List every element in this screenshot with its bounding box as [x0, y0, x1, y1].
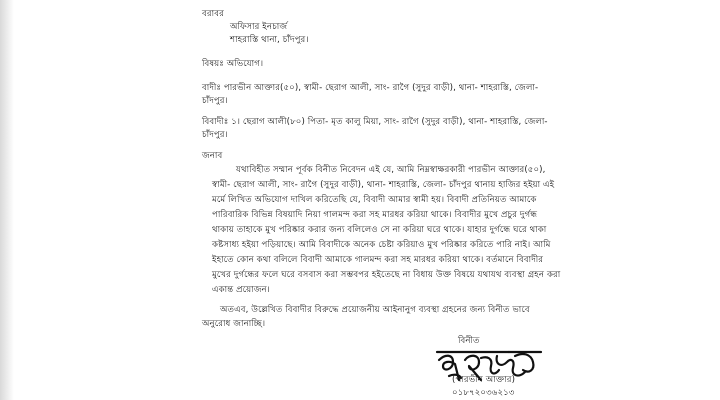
body-line: থাকায় তাহাকে মুখ পরিষ্কার করার জন্য বলিলেও সে না করিয়া ঘরে থাকে। যাহার দুর্গন্ধে ঘরে থাকা	[212, 225, 547, 235]
recipient-title: অফিসার ইনচার্জ	[230, 22, 288, 32]
plaintiff-line-2: চাঁদপুর।	[202, 96, 228, 106]
closing-line-2: অনুরোধ জানাচ্ছি।	[202, 319, 266, 329]
to-label: বরাবর	[202, 9, 224, 19]
body-line: যথাবিহীত সম্মান পূর্বক বিনীত নিবেদন এই যে, আমি নিম্নস্বাক্ষরকারী পারভীন আক্তার(৫০),	[236, 165, 546, 175]
body-line: পারিবারিক বিভিন্ন বিষয়াদি নিয়া গালমন্দ করা সহ মারধর করিয়া থাকে। বিবাদীর মুখে প্রচুর দুর্গন্ধ	[212, 210, 538, 220]
body-line: একান্ত প্রয়োজন।	[212, 285, 270, 295]
body-line: মুখের দুর্গন্ধের ফলে ঘরে বসবাস করা সম্ভবপর হইতেছে না বিধায় উক্ত বিষয়ে যথাযথ ব্যবস্থা গ্রহন করা	[212, 270, 561, 280]
defendant-line-2: চাঁদপুর।	[202, 130, 228, 140]
body-line: ইহাতে কোন কথা বলিলে বিবাদী আমাকে গালমন্দ করা সহ মারধর করিয়া থাকে। বর্তমানে বিবাদীর	[212, 255, 544, 265]
salutation: জনাব	[202, 151, 223, 161]
recipient-address: শাহরাস্তি থানা, চাঁদপুর।	[230, 35, 309, 45]
body-line: স্বামী- ছেরাগ আলী, সাং- রাগৈ (সুদুর বাড়ী), থানা- শাহরাস্তি, জেলা- চাঁদপুর থানায় হাজির হইয়া এই	[212, 180, 555, 190]
body-line: মর্মে লিখিত অভিযোগ দাখিল করিতেছি যে, বিবাদী আমার স্বামী হয়। বিবাদী প্রতিনিয়ত আমাকে	[212, 195, 537, 205]
body-line: কষ্টসাধ্য হইয়া পড়িয়াছে। আমি বিবাদীকে অনেক চেষ্টা করিয়াও মুখ পরিষ্কার করিতে পারি নাই। আমি	[212, 240, 551, 250]
page-edge	[0, 0, 14, 400]
closing-line-1: অতএব, উল্লেখিত বিবাদীর বিরুদ্ধে প্রয়োজনীয় আইনানুগ ব্যবস্থা গ্রহনের জন্য বিনীত ভাবে	[220, 305, 530, 315]
plaintiff-line-1: বাদীঃ পারভীন আক্তার(৫০), স্বামী- ছেরাগ আলী, সাং- রাগৈ (সুদুর বাড়ী), থানা- শাহরাস্তি, জেলা-	[202, 83, 539, 93]
defendant-line-1: বিবাদীঃ ১। ছেরাগ আলী(৮০) পিতা- মৃত কালু মিয়া, সাং- রাগৈ (সুদুর বাড়ী), থানা- শাহরাস্তি, জেলা-	[202, 117, 548, 127]
phone-number: ০১৮৭২০৩৬২১৩	[452, 388, 515, 398]
sign-off: বিনীত	[458, 336, 480, 346]
subject-line: বিষয়ঃ অভিযোগ।	[202, 59, 264, 69]
signer-name: (পারভীন আক্তার)	[452, 375, 516, 385]
